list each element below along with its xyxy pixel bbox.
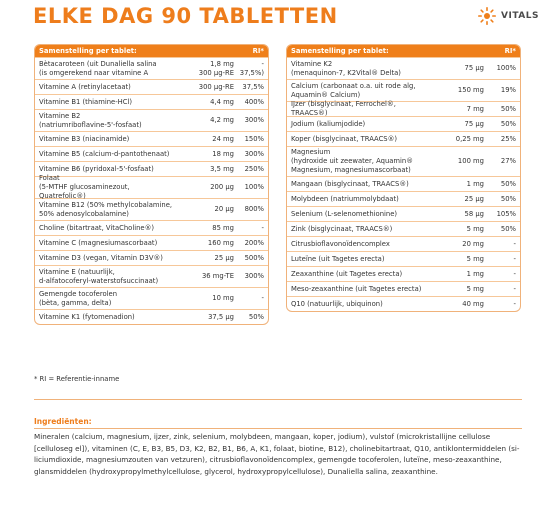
nutrient-name [39,224,178,233]
nutrient-ri-line: 50% [500,179,516,188]
nutrient-ri-line: 19% [500,86,516,94]
nutrient-name [291,100,432,118]
nutrient-ri-line: 25% [500,134,516,143]
nutrient-ri [234,135,264,144]
table-row [35,176,268,198]
nutrient-name [39,254,178,263]
nutrient-name [39,174,178,201]
nutrient-name-line: Vitamine C (magnesiumascorbaat) [39,238,158,247]
nutrient-amount [178,254,234,263]
table-row [35,287,268,309]
table-row [287,266,520,281]
nutrient-name [291,60,432,78]
nutrient-amount [178,60,234,78]
nutrient-amount-line: 75 μg [464,64,484,72]
nutrient-amount [432,195,484,204]
table-row [287,296,520,311]
nutrient-ri-line: - [513,299,516,308]
nutrient-amount [432,225,484,234]
nutrient-amount-line: 150 mg [457,86,484,94]
nutrient-ri [234,60,264,78]
nutrient-amount-line: 36 mg-TE [201,272,234,280]
nutrient-ri [234,239,264,248]
nutrient-ri-line: 250% [244,164,264,173]
nutrient-ri [484,255,516,264]
table-row [35,309,268,324]
nutrient-name [39,165,178,174]
header-label: Samenstelling per tablet: [39,47,137,55]
ingredients-line: [celluloseg el]), vitaminen (C, E, B3, B5, D3, K2, B2, B1, B6, A, K1, folaat, biotine, B12), cholinebitartraat, Q10, antiklontermiddelen (si- [34,443,520,453]
nutrient-name-line: Bètacaroteen (uit Dunaliella salina [39,59,157,68]
table-header [35,45,268,57]
nutrient-name-line: Aquamin® Calcium) [291,90,361,99]
nutrient-name-line: (natriumriboflavine-5'-fosfaat) [39,120,142,129]
nutrient-ri [484,195,516,204]
nutrient-ri [484,86,516,95]
table-row [287,116,520,131]
nutrient-ri [484,240,516,249]
nutrient-name [291,82,432,100]
nutrient-name [39,83,178,92]
nutrient-ri-line: 200% [244,238,264,247]
nutrient-name [291,180,432,189]
nutrient-amount [432,120,484,129]
table-row [35,198,268,220]
nutrient-amount [432,64,484,73]
nutrient-ri-line: - [513,239,516,248]
nutrient-amount [178,183,234,192]
nutrient-amount [178,272,234,281]
nutrient-name-line: Vitamine K1 (fytomenadion) [39,312,135,321]
ingredients-line: Mineralen (calcium, magnesium, ijzer, zink, selenium, molybdeen, mangaan, koper, jodium), vulstof (microkristallijne cellulose [34,432,491,441]
nutrient-name-line: Choline (bitartraat, VitaCholine®) [39,223,155,232]
nutrient-amount-line: 24 mg [212,134,234,143]
nutrient-amount-line: 75 μg [464,119,484,128]
nutrient-name [39,313,178,322]
nutrient-name [291,195,432,204]
nutrient-amount [178,116,234,125]
nutrient-amount [432,105,484,114]
table-row [287,176,520,191]
table-row [287,281,520,296]
table-row [35,94,268,109]
table-row [35,250,268,265]
nutrient-ri-line: - [513,284,516,293]
nutrient-ri-line: 500% [244,253,264,262]
nutrient-ri [234,294,264,303]
nutrient-ri [484,135,516,144]
nutrient-ri-line: - [261,223,264,232]
nutrient-name-line: Vitamine K2 [291,59,333,68]
nutrient-name-line: Vitamine B6 (pyridoxal-5'-fosfaat) [39,164,154,173]
nutrient-ri [484,64,516,73]
nutrient-ri [234,224,264,233]
nutrient-ri-line: 100% [496,64,516,72]
table-row [287,101,520,116]
table-row [35,220,268,235]
nutrient-name [291,255,432,264]
nutrient-ri [234,98,264,107]
nutrient-name-line: Luteïne (uit Tagetes erecta) [291,254,385,263]
table-row [287,146,520,176]
nutrient-name [291,225,432,234]
nutrient-amount-line: 20 μg [214,205,234,213]
nutrient-amount [432,86,484,95]
nutrient-ri-line: 37,5% [242,82,264,91]
nutrient-ri-line: 105% [496,209,516,218]
table-row [287,236,520,251]
nutrient-ri [484,105,516,114]
nutrient-ri [484,300,516,309]
composition-table-right [286,44,521,312]
nutrient-ri [234,83,264,92]
nutrient-name-line: Vitamine B12 (50% methylcobalamine, [39,200,173,209]
nutrient-amount-line: 5 mg [466,284,484,293]
nutrient-name-line: 50% adenosylcobalamine) [39,209,129,218]
nutrient-ri [484,285,516,294]
nutrient-amount-line: 4,4 mg [210,97,234,106]
table-row [35,109,268,131]
nutrient-ri-line: - [513,269,516,278]
nutrient-ri-line: 300% [244,149,264,158]
nutrient-name [291,285,432,294]
nutrient-amount-line: 1,8 mg [210,59,234,68]
nutrient-ri-line: 800% [244,205,264,213]
table-row [35,146,268,161]
nutrient-name-line: Molybdeen (natriummolybdaat) [291,194,399,203]
nutrient-name [291,135,432,144]
nutrient-amount-line: 100 mg [457,157,484,165]
ingredients-text [34,431,524,477]
nutrient-amount-line: 3,5 mg [210,164,234,173]
nutrient-ri-line: 400% [244,97,264,106]
table-row [287,191,520,206]
nutrient-ri [234,313,264,322]
header-ri: RI* [504,47,516,55]
nutrient-ri [234,165,264,174]
nutrient-ri [484,270,516,279]
nutrient-amount-line: 40 mg [462,299,484,308]
nutrient-name-line: Vitamine B5 (calcium-d-pantothenaat) [39,149,170,158]
nutrient-amount [178,150,234,159]
nutrient-name-line: Mangaan (bisglycinaat, TRAACS®) [291,179,409,188]
nutrient-amount-line: 200 μg [210,183,234,191]
nutrient-name-line: Folaat [39,174,60,182]
nutrient-name-line: IJzer (bisglycinaat, Ferrochel®, TRAACS®) [291,100,396,117]
nutrient-name [39,290,178,308]
nutrient-ri-line: 27% [500,157,516,165]
nutrient-name-line: Magnesium [291,148,331,156]
nutrient-name-line: Vitamine B3 (niacinamide) [39,134,130,143]
footnote: * RI = Referentie-inname [34,375,120,383]
table-row [287,79,520,101]
nutrient-ri-line: - [513,254,516,263]
nutrient-amount [432,240,484,249]
nutrient-ri [234,272,264,281]
nutrient-name-line: d-alfatocoferyl-waterstofsuccinaat) [39,276,159,285]
nutrient-name-line: (hydroxide uit zeewater, Aquamin® [291,157,414,165]
nutrient-ri [484,225,516,234]
nutrient-name [39,239,178,248]
nutrient-amount-line: 20 mg [462,239,484,248]
nutrient-amount [432,285,484,294]
nutrient-amount-line: 10 mg [212,294,234,302]
nutrient-name [39,112,178,130]
nutrient-ri-line: 50% [500,104,516,113]
nutrient-amount [178,83,234,92]
nutrient-ri-line: - [261,59,264,68]
composition-table-left [34,44,269,325]
nutrient-amount-line: 7 mg [466,104,484,113]
nutrient-name-line: Citrusbioflavonoïdencomplex [291,239,390,248]
nutrient-amount-line: 5 mg [466,224,484,233]
nutrient-ri [234,150,264,159]
nutrient-amount-line: 25 μg [214,253,234,262]
nutrient-name [291,210,432,219]
page-title: ELKE DAG 90 TABLETTEN [33,4,338,28]
nutrient-name-line: Vitamine E (natuurlijk, [39,267,115,276]
nutrient-name-line: Zink (bisglycinaat, TRAACS®) [291,224,393,233]
header-label: Samenstelling per tablet: [291,47,389,55]
nutrient-ri [484,157,516,166]
nutrient-name-line: (bèta, gamma, delta) [39,298,112,307]
nutrient-amount-line: 4,2 mg [210,116,234,124]
nutrient-ri [234,205,264,214]
nutrient-amount [432,135,484,144]
nutrient-amount-line: 5 mg [466,254,484,263]
nutrient-ri-line: 300% [244,116,264,124]
table-row [35,79,268,94]
table-row [287,131,520,146]
nutrient-name [291,240,432,249]
nutrient-ri [234,116,264,125]
nutrient-amount-line: 1 mg [466,179,484,188]
nutrient-amount [432,157,484,166]
nutrient-amount [178,135,234,144]
table-row [287,57,520,79]
nutrient-name [39,135,178,144]
nutrient-name [39,150,178,159]
nutrient-name-line: Vitamine D3 (vegan, Vitamin D3V®) [39,253,163,262]
nutrient-ri [234,183,264,192]
table-row [287,221,520,236]
ingredients-line: liciumdioxide, magnesiumzouten van vetzuren), citrusbioflavonoïdencomplex, gemengde tocoferolen, luteïne, meso-zeaxanthine, [34,455,502,464]
nutrient-amount-line: 25 μg [464,194,484,203]
nutrient-amount [432,210,484,219]
nutrient-name [291,270,432,279]
nutrient-name-line: Jodium (kaliumjodide) [291,119,366,128]
nutrient-ri-line: - [261,294,264,302]
nutrient-amount [178,98,234,107]
brand-name: VITALS [501,11,539,21]
nutrient-amount-line: 160 mg [207,238,234,247]
nutrient-name-line: Magnesium, magnesiumascorbaat) [291,166,411,174]
nutrient-name [291,300,432,309]
nutrient-amount [178,224,234,233]
nutrient-amount-line: 0,25 mg [455,134,484,143]
nutrient-name-line: (menaquinon-7, K2Vital® Delta) [291,68,401,77]
nutrient-ri [484,210,516,219]
divider [34,428,522,429]
nutrient-name-line: Zeaxanthine (uit Tagetes erecta) [291,269,403,278]
nutrient-amount-line: 58 μg [464,209,484,218]
nutrient-amount [432,300,484,309]
nutrient-name [39,201,178,219]
nutrient-amount [432,270,484,279]
nutrient-amount [178,205,234,214]
divider [34,399,522,400]
nutrient-amount-line: 37,5 μg [208,312,234,321]
nutrient-ri-line: 37,5%) [239,68,264,77]
nutrient-amount-line: 85 mg [212,223,234,232]
table-row [35,265,268,287]
table-header [287,45,520,57]
nutrient-name-line: (is omgerekend naar vitamine A [39,68,149,77]
nutrient-amount-line: 1 mg [466,269,484,278]
table-row [35,131,268,146]
nutrient-name-line: Calcium (carbonaat o.a. uit rode alg, [291,81,416,90]
nutrient-name-line: Gemengde tocoferolen [39,289,118,298]
ingredients-line: glansmiddelen (hydroxypropylmethylcellulose, glycerol, hydroxypropylcellulose), Dunaliella salina, zeaxanthine. [34,466,438,476]
nutrient-ri-line: 50% [248,312,264,321]
nutrient-ri-line: 300% [244,272,264,280]
nutrient-name-line: Meso-zeaxanthine (uit Tagetes erecta) [291,284,422,293]
brand-logo [477,6,539,26]
nutrient-ri-line: 50% [500,224,516,233]
nutrient-amount-line: 300 μg-RE [198,82,234,91]
nutrient-ri [484,120,516,129]
header-ri: RI* [252,47,264,55]
nutrient-ri-line: 50% [500,194,516,203]
nutrient-name [291,120,432,129]
nutrient-name-line: Vitamine B1 (thiamine-HCl) [39,97,133,106]
nutrient-amount [178,294,234,303]
table-row [35,57,268,79]
nutrient-name-line: Q10 (natuurlijk, ubiquinon) [291,299,383,308]
nutrient-ri-line: 100% [244,183,264,191]
table-row [35,235,268,250]
nutrient-amount [178,313,234,322]
ingredients-title: Ingrediënten: [34,417,92,426]
nutrient-ri-line: 50% [500,119,516,128]
nutrient-name-line: Vitamine A (retinylacetaat) [39,82,131,91]
nutrient-name [39,60,178,78]
nutrient-name [291,148,432,175]
nutrient-name [39,268,178,286]
nutrient-name-line: Selenium (L-selenomethionine) [291,209,398,218]
sun-icon [477,6,497,26]
nutrient-amount-line: 300 μg-RE [198,68,234,77]
nutrient-amount-line: 18 mg [212,149,234,158]
table-row [287,206,520,221]
nutrient-amount [432,255,484,264]
nutrient-amount [178,239,234,248]
nutrient-name-line: Vitamine B2 [39,111,81,120]
nutrient-ri [484,180,516,189]
nutrient-ri [234,254,264,263]
nutrient-name-line: (5-MTHF glucosaminezout, Quatrefolic®) [39,183,130,200]
nutrient-name [39,98,178,107]
nutrient-ri-line: 150% [244,134,264,143]
table-row [287,251,520,266]
nutrient-name-line: Koper (bisglycinaat, TRAACS®) [291,134,398,143]
nutrient-amount [432,180,484,189]
nutrient-amount [178,165,234,174]
